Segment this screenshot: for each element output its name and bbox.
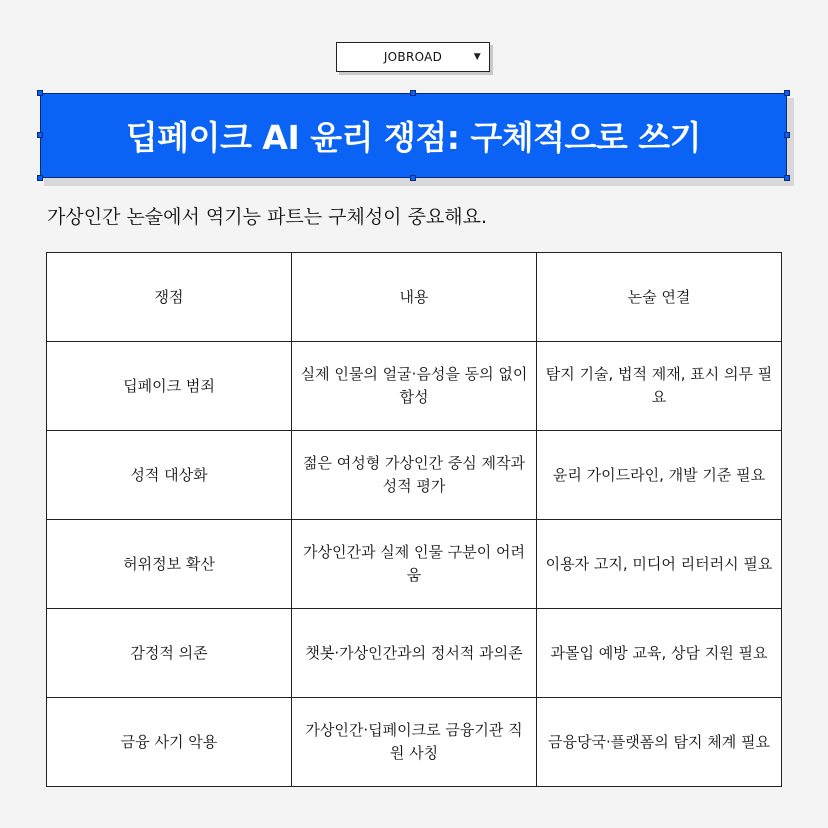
cell-essay-link: 과몰입 예방 교육, 상담 지원 필요 bbox=[537, 609, 782, 698]
table-row bbox=[47, 698, 782, 787]
resize-handle-top-left[interactable] bbox=[37, 90, 43, 96]
cell-issue: 성적 대상화 bbox=[47, 431, 292, 520]
cell-content: 가상인간·딥페이크로 금융기관 직원 사칭 bbox=[292, 698, 537, 787]
brand-dropdown[interactable] bbox=[336, 42, 490, 72]
cell-content: 젊은 여성형 가상인간 중심 제작과 성적 평가 bbox=[292, 431, 537, 520]
cell-content: 챗봇·가상인간과의 정서적 과의존 bbox=[292, 609, 537, 698]
cell-essay-link: 탐지 기술, 법적 제재, 표시 의무 필요 bbox=[537, 342, 782, 431]
table-row bbox=[47, 431, 782, 520]
brand-label: JOBROAD bbox=[383, 50, 443, 64]
table-row bbox=[47, 520, 782, 609]
chevron-down-icon: ▼ bbox=[473, 52, 481, 62]
resize-handle-bottom-left[interactable] bbox=[37, 175, 43, 181]
resize-handle-right[interactable] bbox=[784, 132, 790, 138]
table-header-row bbox=[47, 253, 782, 342]
resize-handle-left[interactable] bbox=[37, 132, 43, 138]
resize-handle-top-right[interactable] bbox=[784, 90, 790, 96]
cell-issue: 딥페이크 범죄 bbox=[47, 342, 292, 431]
resize-handle-bottom-right[interactable] bbox=[784, 175, 790, 181]
table-row bbox=[47, 342, 782, 431]
cell-essay-link: 이용자 고지, 미디어 리터러시 필요 bbox=[537, 520, 782, 609]
cell-issue: 허위정보 확산 bbox=[47, 520, 292, 609]
cell-issue: 금융 사기 악용 bbox=[47, 698, 292, 787]
cell-issue: 감정적 의존 bbox=[47, 609, 292, 698]
cell-content: 가상인간과 실제 인물 구분이 어려움 bbox=[292, 520, 537, 609]
page-title: 딥페이크 AI 윤리 쟁점: 구체적으로 쓰기 bbox=[125, 118, 702, 157]
resize-handle-bottom[interactable] bbox=[410, 175, 416, 181]
cell-essay-link: 금융당국·플랫폼의 탐지 체계 필요 bbox=[537, 698, 782, 787]
column-header-essay-link: 논술 연결 bbox=[537, 253, 782, 342]
title-banner[interactable] bbox=[40, 93, 787, 178]
column-header-content: 내용 bbox=[292, 253, 537, 342]
table-row bbox=[47, 609, 782, 698]
cell-essay-link: 윤리 가이드라인, 개발 기준 필요 bbox=[537, 431, 782, 520]
resize-handle-top[interactable] bbox=[410, 90, 416, 96]
cell-content: 실제 인물의 얼굴·음성을 동의 없이 합성 bbox=[292, 342, 537, 431]
column-header-issue: 쟁점 bbox=[47, 253, 292, 342]
issues-table bbox=[46, 252, 782, 787]
subtitle: 가상인간 논술에서 역기능 파트는 구체성이 중요해요. bbox=[47, 206, 488, 228]
